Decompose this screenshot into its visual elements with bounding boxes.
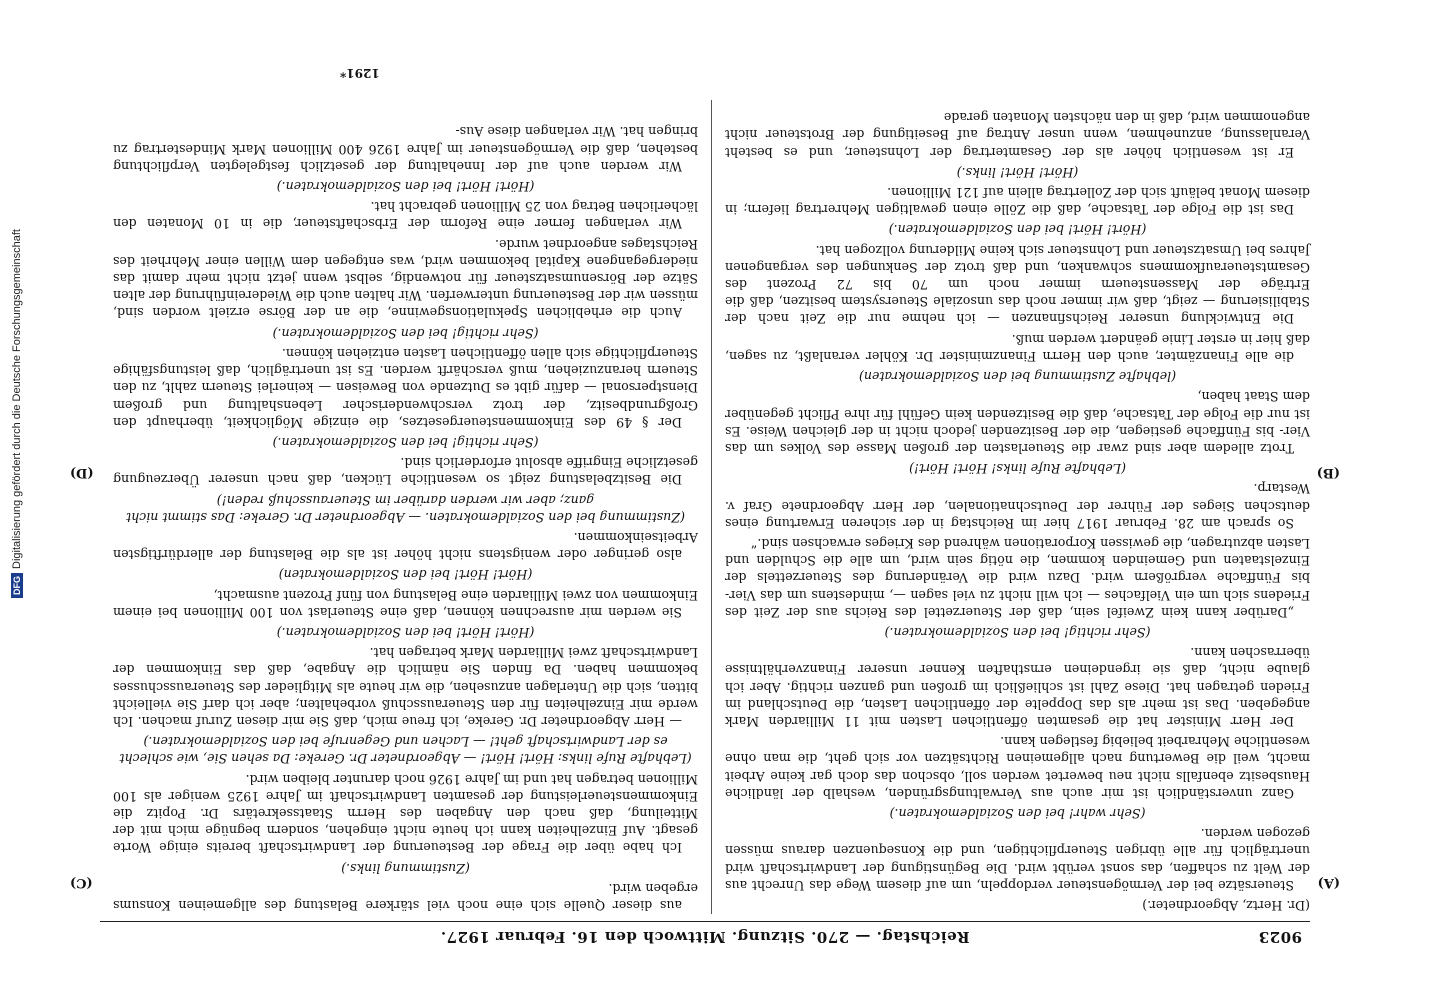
paragraph: Der Herr Minister hat die gesamten öffentlichen Lasten mit 11 Milliarden Mark angegeben. Das ist mehr als das Doppelte der öffentlichen Lasten, die Deutschland im Frieden getragen hat. Diese Zahl ist schließlich im großen und ganzen richtig. Aber ich glaube nicht, daß sie irgendeinen ernsthaften Kenner unserer Finanzverhältnisse überraschen kann. (725, 645, 1310, 729)
paragraph: So sprach am 28. Februar 1917 hier im Reichstag in der sicheren Erwartung eines deutschen Sieges der Führer der Deutschnationalen, der Herr Abgeordnete Graf v. Westarp. (725, 481, 1310, 531)
margin-letter-d: (D) (70, 465, 94, 480)
paragraph: also geringer oder wenigstens nicht höher ist als die Belastung der allerdürftigsten Arbeitseinkommen. (113, 529, 698, 563)
interjection: (Sehr richtig! bei den Sozialdemokraten.) (884, 624, 1151, 640)
paragraph: Sie werden mir ausrechnen können, daß eine Steuerlast von 100 Millionen bei einem Einkommen von zwei Milliarden eine Belastung von fünf Prozent ausmacht, (113, 587, 698, 620)
paragraph: „Darüber kann kein Zweifel sein, daß der Steuerzettel des Reichs aus der Zeit des Friedens sich um ein Vielfaches — ich will nicht zu viel sagen —, mindestens um das Vier- bis Fünffache vergrößern wird. Dazu wird die Veränderung des Steuerzettels der Einzelstaaten und Gemeinden kommen, die nötig sein wird, um alle die Schulden und Lasten abzutragen, die gewissen Korporationen während des Krieges erwachsen sind.“ (725, 535, 1310, 620)
footer-number: 1291* (340, 66, 380, 80)
margin-letter-b: (B) (1316, 465, 1340, 480)
paragraph: Er ist wesentlich höher als der Gesamtertrag der Lohnsteuer, und es besteht Veranlassung, anzunehmen, wenn unser Antrag auf Beseitigung der Brotsteuer nicht angenommen wird, daß in den nächsten Monaten gerade (725, 110, 1310, 160)
paragraph: Ganz unverständlich ist mir auch aus Verwaltungsgründen, weshalb der ländliche Hausbesitz ebenfalls nicht neu bewertet werden soll, obschon das doch gar keine Arbeit macht, weil die Bewertung nach allgemeinen Richtsätzen vor sich geht, die man ohne wesentliche Mehrarbeit beliebig festlegen kann. (725, 734, 1310, 801)
header-rule (100, 921, 1310, 922)
paragraph: — Herr Abgeordneter Dr. Gereke, ich freue mich, daß Sie mir diesen Zuruf machen. Ich werde mir Einzelheiten für den Steuerausschuß vorbehalten; aber ich darf Sie vielleicht bitten, sich die Unterlagen anzusehen, die wir heute als Mitglieder des Steuerausschusses bekommen haben. Da finden Sie nämlich die Angabe, daß das Einkommen der Landwirtschaft zwei Milliarden Mark betragen hat. (113, 645, 698, 729)
paragraph: Ich habe über die Frage der Besteuerung der Landwirtschaft bereits einige Worte gesagt. Auf Einzelheiten kann ich heute nicht eingehen, sondern begnüge mich mit der Mitteilung, daß nach den Angaben des Herrn Staatssekretärs Dr. Popitz die Einkommensteuerleistung der gesamten Landwirtschaft im Jahre 1925 weniger als 100 Millionen betragen hat und im Jahre 1926 noch darunter bleiben wird. (113, 771, 698, 856)
paragraph: Der § 49 des Einkommensteuergesetzes, die einzige Möglichkeit, überhaupt den Großgrundbesitz, der trotz verschwenderischer Lebenshaltung und großem Dienstpersonal — dafür gibt es Dutzende von Beweisen — keinerlei Steuern zahlt, zu den Steuern heranzuziehen, muß verschärft werden. Es ist unerträglich, daß leistungsfähige Steuerpflichtige sich allen öffentlichen Lasten entziehen können. (113, 345, 698, 430)
interjection: (Sehr richtig! bei den Sozialdemokraten.) (272, 434, 539, 450)
paragraph: Das ist die Folge der Tatsache, daß die Zölle einen gewaltigen Mehrertrag liefern; in diesem Monat beläuft sich der Zollertrag allein auf 121 Millionen. (725, 185, 1310, 218)
header-title: Reichstag. — 270. Sitzung. Mittwoch den 16. Februar 1927. (440, 928, 970, 946)
paragraph: Die Entwicklung unserer Reichsfinanzen — ich nehme nur die Zeit nach der Stabilisierung — zeigt, daß wir immer noch das unsoziale Steuersystem besitzen, daß die Erträge der Massensteuern immer noch um 70 bis 72 Prozent des Gesamtsteueraufkommens schwanken, und daß trotz der Senkungen des vergangenen Jahres bei Umsatzsteuer und Lohnsteuer sich keine Milderung vollzogen hat. (725, 242, 1310, 327)
interjection: (Hört! Hört! bei den Sozialdemokraten.) (276, 624, 535, 640)
interjection: (Hört! Hört! bei den Sozialdemokraten) (278, 567, 533, 583)
interjection: (Lebhafte Rufe links! Hört! Hört!) (909, 461, 1126, 477)
paragraph: Auch die erheblichen Spekulationsgewinne, die an der Börse erzielt worden sind, müssen wir der Besteuerung unterwerfen. Wir halten auch die Wiedereinführung der alten Sätze der Börsenumsatzsteuer für notwendig, selbst wenn jetzt nicht mehr damit das niedergegangene Kapital bekommen wird, was entgegen dem Willen einer Mehrheit des Reichstages angeordnet wurde. (113, 236, 698, 321)
paragraph: die alle Finanzämter, auch den Herrn Finanzminister Dr. Köhler veranlaßt, zu sagen, daß hier in erster Linie geändert werden muß. (725, 331, 1310, 364)
interjection: (Zustimmung bei den Sozialdemokraten. — Abgeordneter Dr. Gereke: Das stimmt nicht ganz; aber wir werden darüber im Steuerausschuß reden!) (126, 492, 685, 525)
right-column (113, 120, 698, 914)
paragraph: Wir werden auch auf der Innehaltung der gesetzlich festgelegten Verpflichtung bestehen, daß die Vermögensteuer im Jahre 1926 400 Millionen Mark Mindestertrag zu bringen hat. Wir verlangen diese Aus- (113, 124, 698, 174)
column-divider (711, 100, 712, 914)
paragraph: Wir verlangen ferner eine Reform der Erbschaftsteuer, die in 10 Monaten den lächerlichen Betrag von 25 Millionen gebracht hat. (113, 199, 698, 232)
credit-text: Digitalisierung gefördert durch die Deutsche Forschungsgemeinschaft (11, 229, 23, 569)
paragraph: Steuersätze bei der Vermögensteuer verdoppeln, um auf diesem Wege das Unrecht aus der Welt zu schaffen, das sonst verübt wird. Die Begünstigung der Landwirtschaft wird unerträglich für alle übrigen Steuerpflichtigen, und die Konsequenzen daraus müssen gezogen werden. (725, 826, 1310, 893)
margin-letter-c: (C) (70, 875, 93, 890)
interjection: (Zustimmung links.) (341, 860, 470, 876)
interjection: (Sehr richtig! bei den Sozialdemokraten.) (272, 325, 539, 341)
interjection: (Hört! Hört! bei den Sozialdemokraten.) (276, 179, 535, 195)
dfg-logo: DFG (11, 573, 23, 598)
paragraph: Trotz alledem aber sind zwar die Steuerlasten der großen Masse des Volkes um das Vier- bis Fünffache gestiegen, die der Besitzenden jedoch nicht in der gleichen Weise. Es ist nur die Folge der Tatsache, daß die Besitzenden kein Gefühl für ihre Pflicht gegenüber dem Staat haben, (725, 389, 1310, 456)
interjection: (Lebhafte Rufe links: Hört! Hört! — Abgeordneter Dr. Gereke: Da sehen Sie, wie schlecht es der Landwirtschaft geht! — Lachen und Gegenrufe bei den Sozialdemokraten.) (119, 734, 692, 767)
left-column (725, 106, 1310, 914)
paragraph: Die Besitzbelastung zeigt so wesentliche Lücken, daß nach unserer Überzeugung gesetzliche Eingriffe absolut erforderlich sind. (113, 455, 698, 488)
page-header (100, 924, 1310, 950)
interjection: (Sehr wahr! bei den Sozialdemokraten.) (889, 805, 1146, 821)
speaker-line: (Dr. Hertz, Abgeordneter.) (1142, 898, 1310, 913)
dfg-credit (8, 218, 26, 598)
interjection: (Hört! Hört! bei den Sozialdemokraten.) (888, 222, 1147, 238)
rotated-document (70, 60, 1340, 950)
interjection: (Hört! Hört! links.) (956, 164, 1079, 180)
paragraph: aus dieser Quelle sich eine noch viel stärkere Belastung des allgemeinen Konsums ergeben wird. (113, 880, 698, 913)
page-number-left: 9023 (1258, 928, 1302, 946)
margin-letter-a: (A) (1317, 875, 1340, 890)
interjection: (lebhafte Zustimmung bei den Sozialdemokraten) (858, 369, 1177, 385)
